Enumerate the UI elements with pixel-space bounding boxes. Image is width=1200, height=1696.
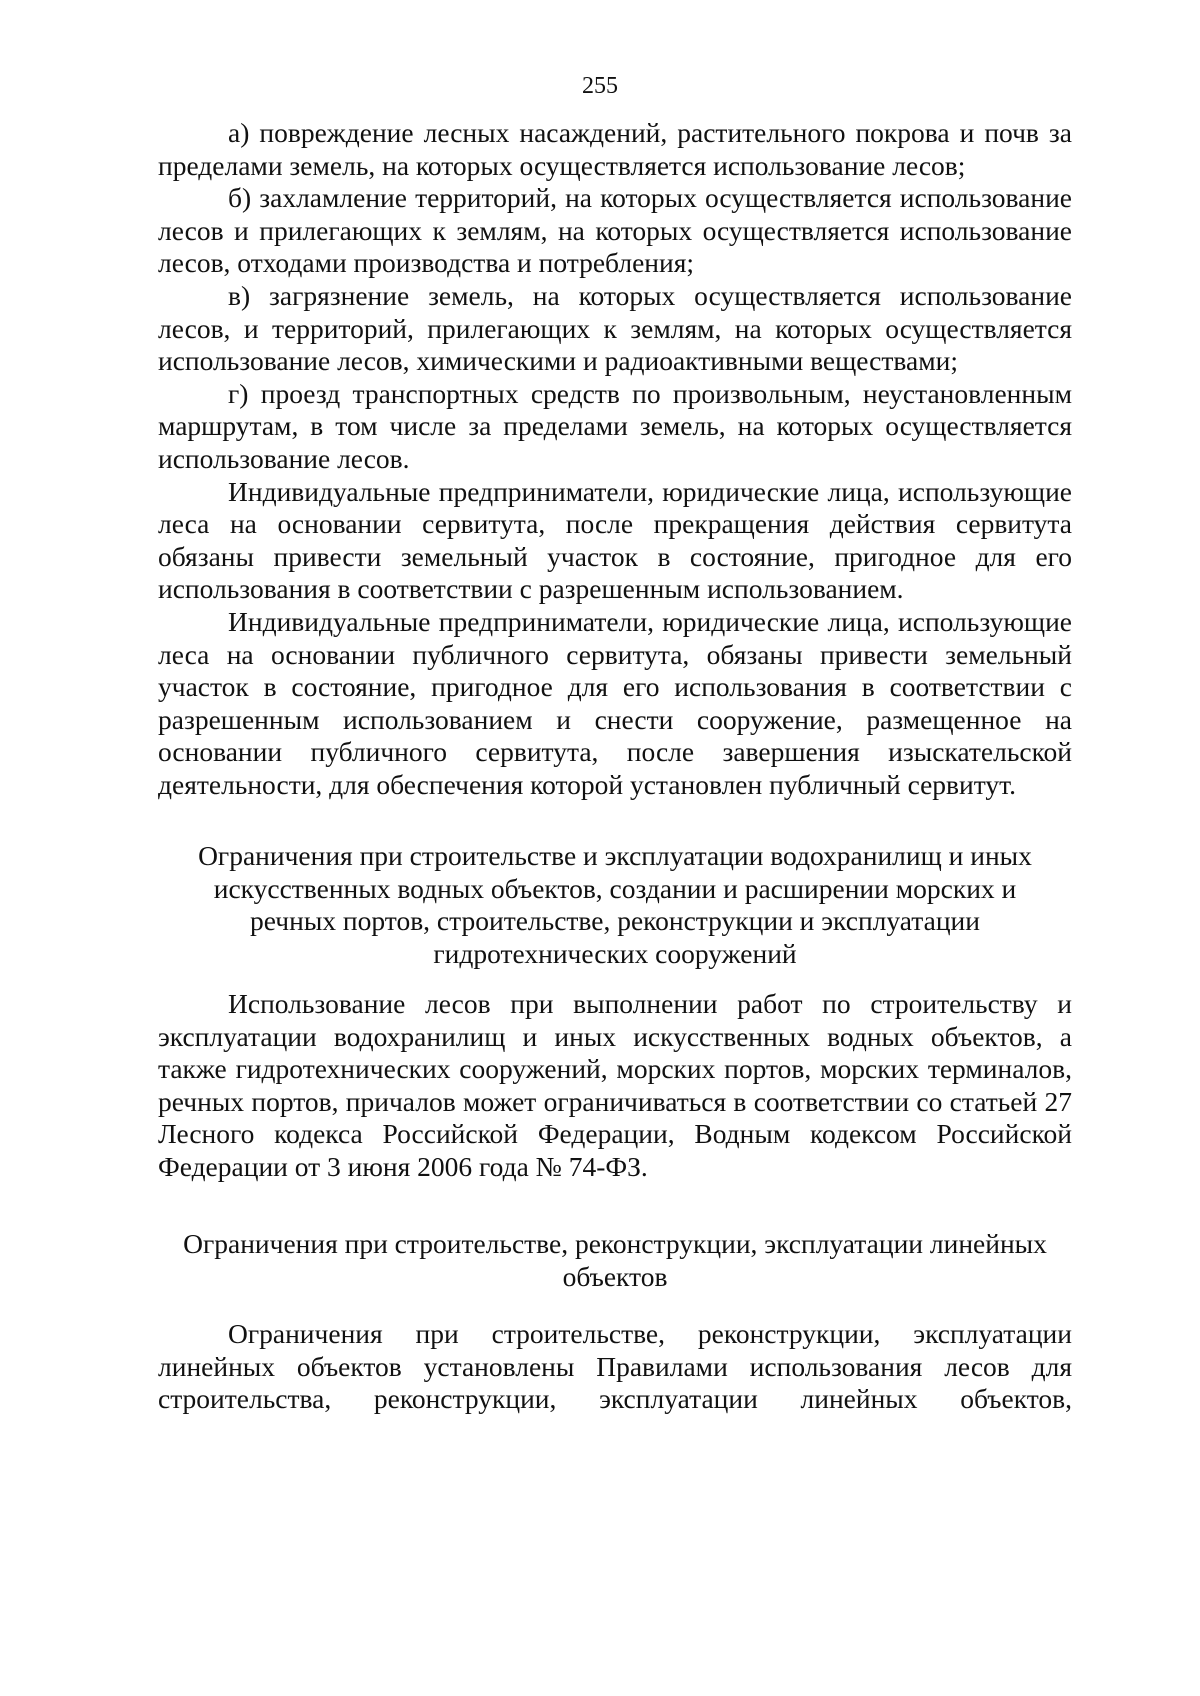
paragraph-reservoirs: Использование лесов при выполнении работ по строительству и эксплуатации водохранилищ и иных искусственных водных объектов, а также гидротехнических сооружений, морских портов, морских терминалов, речных портов, причалов может ограничиваться в соответствии со статьей 27 Лесного кодекса Российской Федерации, Водным кодексом Российской Федерации от 3 июня 2006 года № 74-ФЗ. — [158, 988, 1072, 1182]
heading-line: искусственных водных объектов, создании и расширении морских и — [213, 872, 1017, 904]
paragraph-item-b: б) захламление территорий, на которых осуществляется использование лесов и прилегающих к землям, на которых осуществляется использование лесов, отходами производства и потребления; — [158, 182, 1072, 279]
paragraph-servitude: Индивидуальные предприниматели, юридические лица, использующие леса на основании сервитута, после прекращения действия сервитута обязаны привести земельный участок в состояние, пригодное для его использования в соответствии с разрешенным использованием. — [158, 475, 1072, 605]
heading-line: объектов — [562, 1260, 668, 1292]
heading-line: Ограничения при строительстве, реконструкции, эксплуатации линейных — [183, 1228, 1047, 1259]
heading-line: гидротехнических сооружений — [433, 937, 797, 969]
paragraph-linear-objects: Ограничения при строительстве, реконструкции, эксплуатации линейных объектов установлены Правилами использования лесов для строительства, реконструкции, эксплуатации линейных объектов, — [158, 1318, 1072, 1415]
paragraph-item-g: г) проезд транспортных средств по произвольным, неустановленным маршрутам, в том числе за пределами земель, на которых осуществляется использование лесов. — [158, 377, 1072, 474]
section-linear-objects-body — [158, 1318, 1072, 1416]
heading-line: Ограничения при строительстве и эксплуатации водохранилищ и иных — [198, 840, 1032, 871]
paragraph-item-a: а) повреждение лесных насаждений, растительного покрова и почв за пределами земель, на которых осуществляется использование лесов; — [158, 117, 1072, 181]
top-paragraphs — [158, 117, 1072, 801]
paragraph-item-v: в) загрязнение земель, на которых осуществляется использование лесов, и территорий, прилегающих к землям, на которых осуществляется использование лесов, химическими и радиоактивными веществами; — [158, 279, 1072, 377]
paragraph-public-servitude: Индивидуальные предприниматели, юридические лица, использующие леса на основании публичного сервитута, обязаны привести земельный участок в состояние, пригодное для его использования в соответствии с разрешенным использованием и снести сооружение, размещенное на основании публичного сервитута, после завершения изыскательской деятельности, для обеспечения которой установлен публичный сервитут. — [158, 605, 1072, 800]
section-reservoirs-body — [158, 988, 1072, 1184]
section-heading-reservoirs — [158, 840, 1072, 970]
heading-line: речных портов, строительстве, реконструкции и эксплуатации — [250, 905, 980, 937]
page-number: 255 — [582, 73, 618, 99]
section-heading-linear-objects — [158, 1228, 1072, 1293]
